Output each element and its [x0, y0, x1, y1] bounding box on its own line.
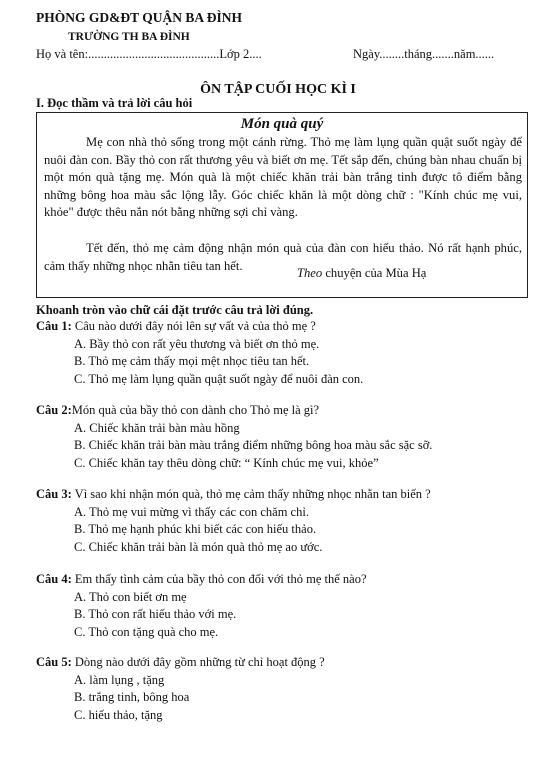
question-label: Câu 3: [36, 487, 72, 501]
question-2 [36, 402, 432, 472]
instruction-text: Khoanh tròn vào chữ cái đặt trước câu trả lời đúng. [36, 303, 314, 317]
question-label: Câu 5: [36, 655, 72, 669]
school-heading: TRƯỜNG TH BA ĐÌNH [68, 31, 190, 43]
question-label: Câu 2: [36, 403, 72, 417]
story-title: Món quà quý [240, 116, 324, 132]
question-label: Câu 1: [36, 319, 72, 333]
story-paragraph-1: Mẹ con nhà thỏ sống trong một cánh rừng. Thỏ mẹ làm lụng quần quật suốt ngày để nuôi đàn con. Bầy thỏ con rất thương yêu và biết ơn mẹ. Tết sắp đến, chúng bàn nhau chuẩn bị một món quà tặng mẹ. Món quà là một chiếc khăn trải bàn trắng tinh được tô điểm bằng những bông hoa màu sắc lộng lẫy. Góc chiếc khăn là một dòng chữ : "Kính chúc mẹ vui, khỏe" được thêu nắn nót bằng những sợi chỉ vàng. [44, 135, 522, 220]
student-info-line [36, 47, 526, 63]
answer-option[interactable]: C. Thỏ con tặng quà cho mẹ. [74, 624, 219, 639]
question-text: Câu nào dưới đây nói lên sự vất vả của thỏ mẹ ? [71, 319, 316, 333]
name-class-field: Họ và tên:..........................................Lớp 2.... [36, 47, 262, 61]
page-title: ÔN TẬP CUỐI HỌC KÌ I [200, 82, 356, 97]
question-3 [36, 486, 431, 556]
story-box [36, 112, 528, 298]
answer-option[interactable]: B. Thỏ mẹ hạnh phúc khi biết các con hiếu thảo. [74, 522, 317, 537]
answer-option[interactable]: B. Thỏ con rất hiếu thảo với mẹ. [74, 607, 237, 622]
section-heading: I. Đọc thầm và trả lời câu hỏi [36, 96, 193, 110]
answer-option[interactable]: B. trắng tinh, bông hoa [74, 690, 190, 705]
answer-option[interactable]: C. hiếu thảo, tặng [74, 707, 163, 722]
question-4 [36, 571, 367, 641]
question-label: Câu 4: [36, 572, 72, 586]
department-heading: PHÒNG GD&ĐT QUẬN BA ĐÌNH [36, 10, 243, 25]
source-author: chuyện của Mùa Hạ [322, 266, 427, 280]
question-text: Vì sao khi nhận món quà, thỏ mẹ cảm thấy những nhọc nhằn tan biến ? [71, 487, 431, 501]
answer-option[interactable]: A. Thỏ mẹ vui mừng vì thấy các con chăm chỉ. [74, 504, 309, 519]
answer-option[interactable]: A. Chiếc khăn trải bàn màu hồng [74, 420, 240, 435]
source-prefix: Theo [297, 266, 323, 280]
answer-option[interactable]: A. làm lụng , tặng [74, 672, 165, 687]
answer-option[interactable]: B. Thỏ mẹ cảm thấy mọi mệt nhọc tiêu tan hết. [74, 354, 310, 369]
question-text: Em thấy tình cảm của bầy thỏ con đối với thỏ mẹ thế nào? [71, 572, 367, 586]
story-source [297, 266, 426, 281]
question-text: Dòng nào dưới đây gồm những từ chỉ hoạt động ? [71, 655, 325, 669]
question-1 [36, 318, 363, 388]
answer-option[interactable]: B. Chiếc khăn trải bàn màu trắng điểm những bông hoa màu sắc sặc sỡ. [74, 438, 433, 453]
date-field: Ngày........tháng.......năm...... [353, 47, 495, 61]
answer-option[interactable]: A. Thỏ con biết ơn mẹ [74, 589, 187, 604]
answer-option[interactable]: C. Thỏ mẹ làm lụng quần quật suốt ngày để nuôi đàn con. [74, 371, 364, 386]
story-paragraph-2: Tết đến, thỏ mẹ cảm động nhận món quà của đàn con hiếu thảo. Nó rất hạnh phúc, cảm thấy những nhọc nhằn tiêu tan hết. [44, 241, 522, 273]
answer-option[interactable]: A. Bầy thỏ con rất yêu thương và biết ơn thỏ mẹ. [74, 336, 320, 351]
question-5 [36, 654, 325, 724]
answer-option[interactable]: C. Chiếc khăn trải bàn là món quà thỏ mẹ ao ước. [74, 539, 323, 554]
question-text: Món quà của bầy thỏ con dành cho Thỏ mẹ là gì? [71, 403, 320, 417]
answer-option[interactable]: C. Chiếc khăn tay thêu dòng chữ: “ Kính chúc mẹ vui, khỏe” [74, 455, 379, 470]
